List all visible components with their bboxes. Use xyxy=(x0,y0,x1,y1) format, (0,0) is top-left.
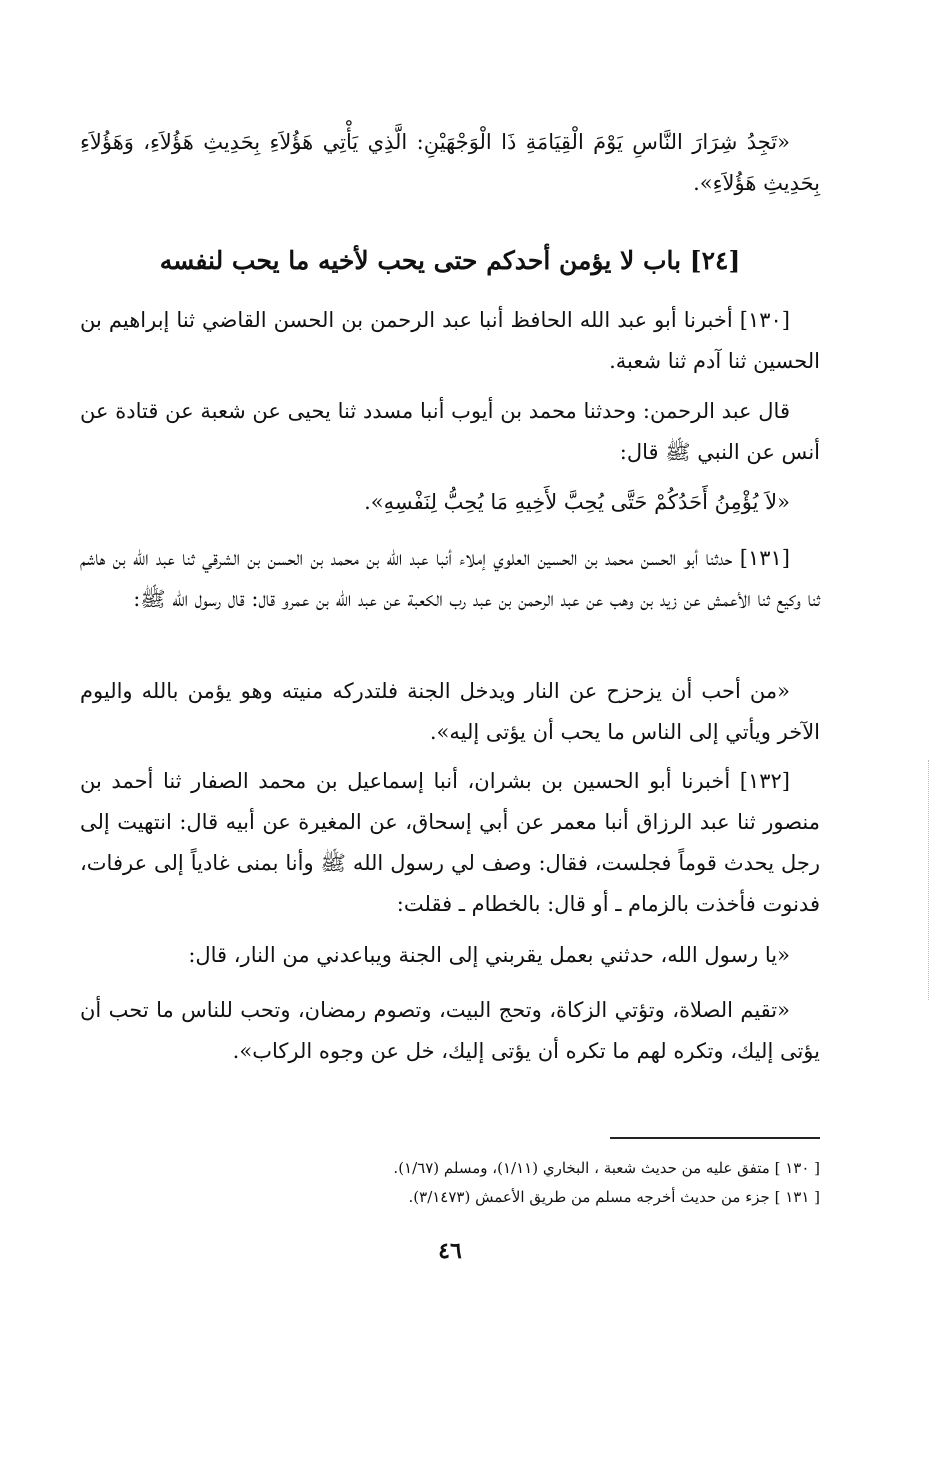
hadith-131-isnad: [١٣١] حدثنا أبو الحسن محمد بن الحسين العلوي إملاء أنبا عبد الله بن محمد بن الحسن بن الشرقي ثنا عبد الله بن هاشم ثنا وكيع ثنا الأعمش عن زيد بن وهب عن عبد الرحمن بن عبد رب الكعبة عن عبد الله بن عمرو قال: قال رسول الله ﷺ: xyxy=(80,546,820,611)
hadith-132-isnad: [١٣٢] أخبرنا أبو الحسين بن بشران، أنبا إسماعيل بن محمد الصفار ثنا أحمد بن منصور ثنا عبد الرزاق أنبا معمر عن أبي إسحاق، عن المغيرة عن أبيه قال: انتهيت إلى رجل يحدث قوماً فجلست، فقال: وصف لي رسول الله ﷺ وأنا بمنى غادياً إلى عرفات، فدنوت فأخذت بالزمام ـ أو قال: بالخطام ـ فقلت: xyxy=(80,769,820,916)
hadith-132-question: «يا رسول الله، حدثني بعمل يقربني إلى الجنة ويباعدني من النار، قال: xyxy=(188,943,790,967)
hadith-130-matn: «لاَ يُؤْمِنُ أَحَدُكُمْ حَتَّى يُحِبَّ لأَخِيهِ مَا يُحِبُّ لِنَفْسِهِ». xyxy=(364,490,790,514)
hadith-130-isnad: [١٣٠] أخبرنا أبو عبد الله الحافظ أنبا عبد الرحمن بن الحسن القاضي ثنا إبراهيم بن الحسين ثنا آدم ثنا شعبة. xyxy=(80,308,820,373)
footnote-130: [ ١٣٠ ] متفق عليه من حديث شعبة ، البخاري (١/١١)، ومسلم (١/٦٧). xyxy=(393,1159,820,1177)
chapter-heading: [٢٤] باب لا يؤمن أحدكم حتى يحب لأخيه ما يحب لنفسه xyxy=(159,246,741,275)
hadith-130-isnad-second: قال عبد الرحمن: وحدثنا محمد بن أيوب أنبا مسدد ثنا يحيى عن شعبة عن قتادة عن أنس عن النبي ﷺ قال: xyxy=(80,399,820,464)
hadith-132-answer: «تقيم الصلاة، وتؤتي الزكاة، وتحج البيت، وتصوم رمضان، وتحب للناس ما تحب أن يؤتى إليك، وتكره لهم ما تكره أن يؤتى إليك، خل عن وجوه الركاب». xyxy=(80,998,820,1063)
footnote-separator xyxy=(610,1137,820,1139)
book-page xyxy=(80,0,820,1469)
hadith-131-matn: «من أحب أن يزحزح عن النار ويدخل الجنة فلتدركه منيته وهو يؤمن بالله واليوم الآخر ويأتي إلى الناس ما يحب أن يؤتى إليه». xyxy=(80,679,820,744)
hadith-text-continued: «تَجِدُ شِرَارَ النَّاسِ يَوْمَ الْقِيَامَةِ ذَا الْوَجْهَيْنِ: الَّذِي يَأْتِي هَؤُلاَءِ بِحَدِيثِ هَؤُلاَءِ، وَهَؤُلاَءِ بِحَدِيثِ هَؤُلاَءِ». xyxy=(80,130,820,195)
scan-margin-artifact xyxy=(928,760,931,1000)
page-number: ٤٦ xyxy=(438,1238,462,1264)
footnote-131: [ ١٣١ ] جزء من حديث أخرجه مسلم من طريق الأعمش (٣/١٤٧٣). xyxy=(408,1188,820,1206)
